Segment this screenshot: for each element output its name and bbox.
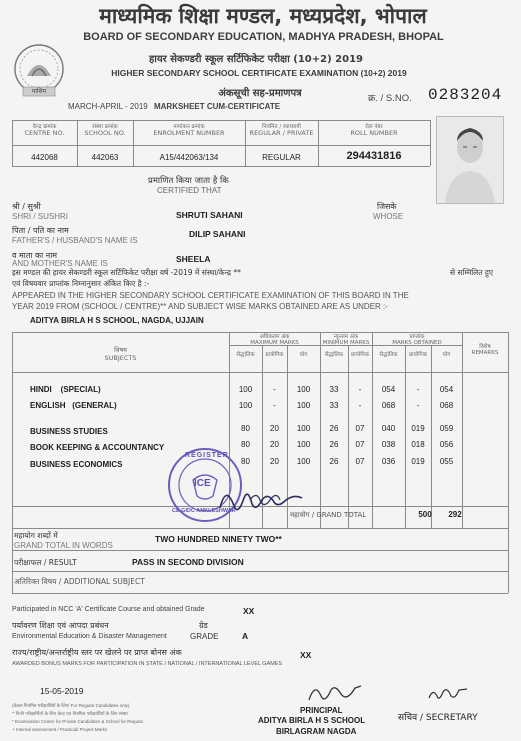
max-theory: 100 [238,385,253,394]
principal-place: BIRLAGRAM NAGDA [276,727,357,736]
footnote-3: * Examination Centre for Private Candidates & School for Regular [12,719,144,724]
sub-col-min-practical: प्रायोगिक [351,352,369,358]
min-marks-header [320,334,372,346]
student-name: SHRUTI SAHANI [176,210,243,220]
min-theory: 26 [329,440,339,449]
centre-no-header-en: CENTRE NO. [24,129,65,137]
subject-name: BUSINESS STUDIES [30,427,108,436]
principal-title: PRINCIPAL [300,706,343,715]
remarks-header-en: REMARKS [471,350,499,356]
ncc-value: XX [243,606,255,616]
roll-number-header-en: ROLL NUMBER [350,129,398,137]
name-label-english: SHRI / SUSHRI [12,212,69,221]
stamp-text-top: REGISTER [185,452,229,459]
mother-label-hindi: व माता का नाम [12,251,58,260]
subjects-header-hi: विषय [114,346,127,354]
student-photo [436,116,504,204]
obt-theory: 054 [381,385,396,394]
regular-private-header-en: REGULAR / PRIVATE [249,129,314,137]
min-theory: 33 [329,385,339,394]
max-total: 100 [296,440,311,449]
roll-number-header [318,124,430,136]
centre-no-value: 442068 [31,153,58,162]
certify-english: CERTIFIED THAT [157,186,222,195]
mother-name: SHEELA [176,254,211,264]
env-label-english: Environmental Education & Disaster Management [12,633,167,640]
obt-practical: 019 [411,457,425,466]
obt-practical: - [416,401,420,410]
sub-col-obt-total: योग [442,352,451,358]
subject-name: BOOK KEEPING & ACCOUNTANCY [30,443,165,452]
serial-number-label: क्र. / S.NO. [368,93,412,104]
ncc-label: Participated in NCC 'A' Certificate Course and obtained Grade [12,606,205,613]
sub-col-obt-theory: सैद्धांतिक [379,352,398,358]
max-total: 100 [296,401,311,410]
max-theory: 80 [241,457,250,466]
whose-hindi: जिसके [377,202,397,211]
env-grade-value: A [242,631,249,641]
remarks-header [462,344,508,356]
whose-english: WHOSE [373,212,404,221]
secretary-signature [425,684,471,704]
sub-col-max-practical: प्रायोगिक [265,352,284,358]
regular-private-value: REGULAR [262,153,301,162]
subject-name: ENGLISH (GENERAL) [30,401,117,410]
obt-total: 054 [439,385,454,394]
max-practical: 20 [270,457,279,466]
appeared-para-hindi-2: एवं विषयवार प्राप्तांक निम्नानुसार अंकित किए है :- [12,279,150,288]
bonus-value: XX [300,650,312,660]
sub-col-max-total: योग [299,352,308,358]
logo-caption: माशिम [31,88,47,95]
marks-obtained-header [372,334,462,346]
sub-col-max-theory: सैद्धांतिक [236,352,255,358]
centre-no-header [12,124,77,136]
stamp-text-bottom: CE GIDC ANKLESHWAR [172,508,236,514]
words-label-english: GRAND TOTAL IN WORDS [14,541,113,550]
words-label-hindi: महायोग शब्दों में [14,531,58,540]
board-title-english: BOARD OF SECONDARY EDUCATION, MADHYA PRADESH, BHOPAL [83,31,444,43]
school-no-header [77,124,133,136]
max-theory: 80 [241,440,250,449]
secretary-label: सचिव / SECRETARY [398,713,478,723]
max-marks-header [229,334,320,346]
footnote-2: * निजी परीक्षार्थियों के लिए केन्द्र एवं नियमित परीक्षार्थियों के लिए संस्था [12,712,128,717]
regular-private-header [245,124,318,136]
obt-total: 068 [439,401,454,410]
max-theory: 80 [241,424,250,433]
issue-date: 15-05-2019 [40,686,84,696]
min-theory: 26 [329,457,339,466]
exam-session [68,102,280,111]
enrolment-header-hi: नामांकन क्रमांक [173,124,205,130]
session-label: MARCH-APRIL - 2019 [68,102,148,111]
appeared-para-english-2: YEAR 2019 FROM (SCHOOL / CENTRE)** AND SUBJECT WISE MARKS OBTAINED ARE AS UNDER :- [12,302,388,311]
stamp-text-mark: ICE [194,478,211,489]
subjects-header [12,346,229,362]
bonus-label-hindi: राज्य/राष्ट्रीय/अन्तर्राष्ट्रीय स्तर पर खेलने पर प्राप्त बोनस अंक [12,648,182,657]
footnote-4: + Internal assessment / Practical/ Project Marks [12,727,108,732]
max-total: 100 [296,385,311,394]
max-total: 100 [296,457,311,466]
max-marks-header-en: MAXIMUM MARKS [250,340,299,346]
school-name: ADITYA BIRLA H S SCHOOL, NAGDA, UJJAIN [30,316,204,325]
footnote-1: (केवल नियमित परीक्षार्थियों के लिए/ For Regular Candidates only) [12,703,130,708]
result-value: PASS IN SECOND DIVISION [132,557,244,567]
centre-no-header-hi: केन्द्र क्रमांक [32,124,57,130]
roll-number-header-hi: रोल नंबर [365,124,383,130]
obt-practical: 019 [411,424,425,433]
serial-number-value: 0283204 [428,86,503,104]
appeared-para-hindi-1: इस मण्डल की हायर सेकण्डरी स्कूल सर्टिफिकेट परीक्षा वर्ष -2019 में संस्था/केन्द्र ** [12,268,241,277]
obt-theory: 068 [381,401,396,410]
min-practical: - [358,401,362,410]
board-title-hindi: माध्यमिक शिक्षा मण्डल, मध्यप्रदेश, भोपाल [99,4,427,28]
bonus-label-english: AWARDED BONUS MARKS FOR PARTICIPATION IN STATE / NATIONAL / INTERNATIONAL LEVEL GAMES [12,661,283,667]
max-practical: 20 [270,424,279,433]
grand-total-max: 500 [418,510,432,519]
obt-practical: - [416,385,420,394]
env-label-hindi: पर्यावरण शिक्षा एवं आपदा प्रबंधन [12,621,109,630]
min-practical: 07 [355,440,365,449]
father-label-english: FATHER'S / HUSBAND'S NAME IS [12,236,138,245]
principal-school: ADITYA BIRLA H S SCHOOL [258,716,366,725]
grand-total-words: TWO HUNDRED NINETY TWO** [155,534,282,544]
marks-obtained-header-hi: प्राप्तांक [409,334,425,340]
appeared-para-english-1: APPEARED IN THE HIGHER SECONDARY SCHOOL CERTIFICATE EXAMINATION OF THIS BOARD IN THE [12,291,409,300]
obt-theory: 036 [381,457,396,466]
min-practical: 07 [355,457,365,466]
subjects-header-en: SUBJECTS [104,354,137,362]
additional-subject-label: अतिरिक्त विषय / ADDITIONAL SUBJECT [14,577,145,586]
subject-name: BUSINESS ECONOMICS [30,460,123,469]
sub-col-obt-practical: प्रायोगिक [409,352,427,358]
obt-total: 059 [439,424,454,433]
grand-total-label: महायोग / GRAND TOTAL [290,511,367,519]
exam-title-english: HIGHER SECONDARY SCHOOL CERTIFICATE EXAMINATION (10+2) 2019 [111,68,407,78]
min-marks-header-hi: न्यूनतम अंक [333,334,359,340]
appeared-para-hindi-1-right: से सम्मिलित हुए [450,268,494,277]
grand-total-obtained: 292 [448,510,462,519]
father-label-hindi: पिता / पति का नाम [12,226,69,235]
result-label: परीक्षाफल / RESULT [14,558,77,567]
attestation-signature [216,478,308,520]
board-emblem-logo [10,42,68,100]
certify-hindi: प्रमाणित किया जाता है कि [148,176,229,186]
max-total: 100 [296,424,311,433]
roll-number-value: 294431816 [346,150,402,162]
obt-theory: 038 [381,440,396,449]
mother-label-english: AND MOTHER'S NAME IS [12,259,108,268]
env-grade-label-english: GRADE [190,632,219,641]
obt-total: 055 [439,457,454,466]
doc-type-english: MARKSHEET CUM-CERTIFICATE [153,102,281,111]
regular-private-header-hi: नियमित / स्वाध्यायी [262,124,301,130]
name-label-hindi: श्री / सुश्री [12,202,41,211]
enrolment-header [133,124,245,136]
max-marks-header-hi: अधिकतम अंक [259,334,290,340]
enrolment-header-en: ENROLMENT NUMBER [153,129,225,137]
max-theory: 100 [238,401,253,410]
min-theory: 26 [329,424,339,433]
sub-col-min-theory: सैद्धांतिक [324,352,344,358]
min-theory: 33 [329,401,339,410]
school-no-header-hi: संस्था क्रमांक [92,124,118,130]
principal-signature [305,680,365,706]
max-practical: - [273,401,276,410]
min-practical: - [358,385,362,394]
min-marks-header-en: MINIMUM MARKS [322,340,370,346]
school-no-value: 442063 [91,153,119,162]
obt-total: 056 [439,440,454,449]
env-grade-label-hindi: ग्रेड [199,621,208,630]
father-name: DILIP SAHANI [189,229,246,239]
marks-obtained-header-en: MARKS OBTAINED [392,340,442,346]
min-practical: 07 [355,424,365,433]
max-practical: - [273,385,276,394]
obt-theory: 040 [381,424,396,433]
school-no-header-en: SCHOOL NO. [84,129,126,137]
max-practical: 20 [270,440,279,449]
exam-title-hindi: हायर सेकण्डरी स्कूल सर्टिफिकेट परीक्षा (10+2) 2019 [148,54,363,65]
subject-name: HINDI (SPECIAL) [30,385,101,394]
doc-type-hindi: अंकसूची सह-प्रमाणपत्र [218,88,302,99]
obt-practical: 018 [411,440,425,449]
remarks-header-hi: विशेष [479,344,491,350]
enrolment-value: A15/442063/134 [159,153,219,162]
